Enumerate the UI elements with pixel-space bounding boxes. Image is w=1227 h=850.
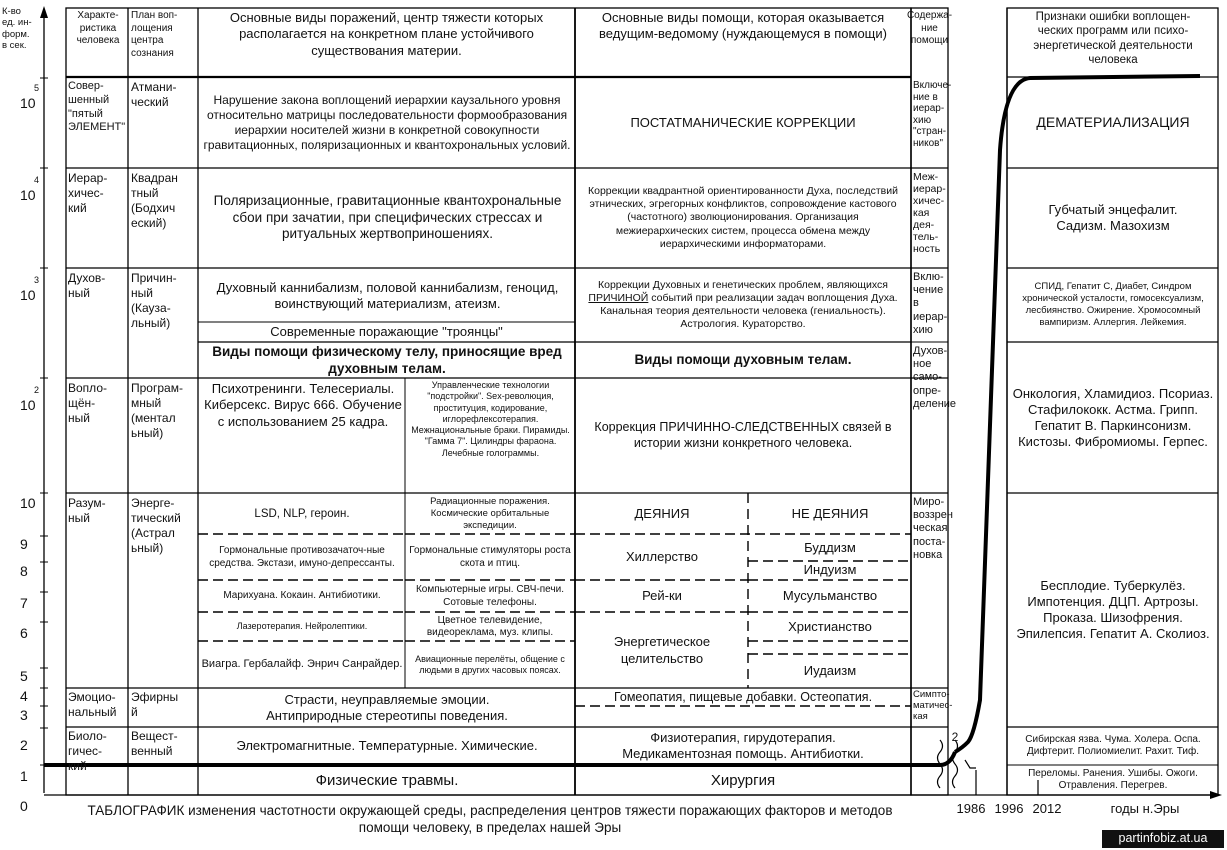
header-col4: Основные виды помощи, которая оказывается ведущим-ведомому (нуждающемуся в помощи) bbox=[599, 10, 887, 42]
header-col5: Содержа- ние помощи bbox=[906, 10, 953, 46]
r2-damage: Поляризационные, гравитационные квантохрональные сбои при зачатии, при специфических стрессах и ритуальных жертвоприношениях. bbox=[213, 192, 562, 242]
r5-b-item: Цветное телевидение, видеореклама, муз. клипы. bbox=[426, 614, 554, 638]
r7-signs-a: Сибирская язва. Чума. Холера. Оспа. Дифтерит. Полиомиелит. Рахит. Тиф. bbox=[1025, 733, 1201, 757]
r4-char: Вопло- щён- ный bbox=[68, 381, 107, 425]
r1-damage: Нарушение закона воплощений иерархии каузального уровня относительно матрицы последовательности формообразования иерархии носителей жизни в конкретной совокупности гравитационных, поляризационных и квантохрональных условий. bbox=[203, 93, 571, 152]
r5-a-item: Виагра. Гербалайф. Энрич Санрайдер. bbox=[201, 658, 403, 671]
r4-signs: Онкология, Хламидиоз. Псориаз. Стафилококк. Астма. Грипп. Гепатит В. Паркинсонизм. Кистозы. Фибромиомы. Герпес. bbox=[1012, 385, 1214, 450]
nodeeds-item: Мусульманство bbox=[782, 588, 878, 604]
r7-help-a: Физиотерапия, гирудотерапия. Медикаментозная помощь. Антибиотки. bbox=[622, 729, 864, 761]
y-tick-exponent: 5 bbox=[34, 83, 40, 93]
r1-char: Совер- шенный "пятый ЭЛЕМЕНТ" bbox=[68, 80, 126, 134]
r3-help: Коррекции Духовных и генетических проблем, являющихся ПРИЧИНОЙ событий при реализации задач воплощения Духа. Канальная теория деятельности человека (гениальность). Астрология. Кураторство. bbox=[588, 278, 898, 331]
y-tick-label: 1 bbox=[20, 768, 28, 784]
r3-content: Вклю- чение в иерар- хию bbox=[913, 271, 948, 336]
r6-plan: Эфирны й bbox=[131, 690, 179, 719]
deeds-label: ДЕЯНИЯ bbox=[634, 505, 690, 521]
r3-char: Духов- ный bbox=[68, 271, 106, 300]
r1-help: ПОСТАТМАНИЧЕСКИЕ КОРРЕКЦИИ bbox=[630, 114, 856, 130]
subhead-spiritual: Виды помощи духовным телам. bbox=[634, 352, 852, 368]
deeds-item: Хиллерство bbox=[625, 549, 698, 565]
r6-help: Гомеопатия, пищевые добавки. Остеопатия. bbox=[613, 689, 873, 704]
year-label: 1996 bbox=[994, 800, 1024, 816]
r1-plan: Атмани- ческий bbox=[131, 80, 177, 109]
r4-help: Коррекция ПРИЧИННО-СЛЕДСТВЕННЫХ связей в истории жизни конкретного человека. bbox=[594, 420, 892, 450]
header-col3: Основные виды поражений, центр тяжести которых располагается на конкретном плане устойчивого существования материи. bbox=[229, 10, 544, 58]
header-right: Признаки ошибки воплощен- ческих программ или психо- энергетической деятельности человека bbox=[1033, 11, 1193, 67]
r5-a-item: LSD, NLP, героин. bbox=[254, 507, 350, 520]
y-tick-label: 2 bbox=[20, 737, 28, 753]
y-tick-label: 3 bbox=[20, 707, 28, 723]
y-tick-label: 4 bbox=[20, 688, 28, 704]
years-unit: годы н.Эры bbox=[1110, 800, 1180, 816]
r2-char: Иерар- хичес- кий bbox=[68, 171, 108, 215]
r1-content: Включе- ние в иерар- хию "стран- ников" bbox=[913, 80, 952, 149]
r4-damage-b: Управленческие технологии "подстройки". Sex-революция, проституция, кодирование, иглорефлексотерапия. Межнациональные браки. Пирамиды. "Гамма 7". Цилиндры фараона. Лечебные голограммы. bbox=[411, 380, 570, 458]
r7-damage-b: Физические травмы. bbox=[315, 772, 459, 790]
y-tick-label: 8 bbox=[20, 563, 28, 579]
r5-b-item: Радиационные поражения. Космические орбитальные экспедиции. bbox=[430, 496, 550, 531]
nodeeds-item: Индуизм bbox=[803, 562, 857, 578]
year-label: 1986 bbox=[956, 800, 986, 816]
deeds-item: Рей-ки bbox=[642, 588, 682, 604]
y-tick-exponent: 2 bbox=[34, 385, 40, 395]
r5-plan: Энерге- тический (Астрал ьный) bbox=[131, 496, 181, 555]
r4-damage-a: Психотренинги. Телесериалы. Киберсекс. Вирус 666. Обучение с использованием 25 кадра. bbox=[204, 381, 402, 429]
y-tick-label: 10 bbox=[20, 287, 36, 303]
r6-content: Симпто- матичес- кая bbox=[913, 689, 953, 722]
r5-a-item: Марихуана. Кокаин. Антибиотики. bbox=[223, 590, 381, 602]
r1-signs: ДЕМАТЕРИАЛИЗАЦИЯ bbox=[1036, 114, 1190, 131]
r5-content: Миро- воззрен ческая поста- новка bbox=[913, 496, 953, 561]
y-tick-label: 6 bbox=[20, 625, 28, 641]
r2-help: Коррекции квадрантной ориентированности Духа, последствий этнических, эгрегорных конфликтов, сопровождение кастового (частотного) зволюционирования. Организация межиерархических систем, процесса обмена между иерархическими информаторами. bbox=[588, 185, 898, 250]
subhead-physical: Виды помощи физическому телу, приносящие вред духовным телам. bbox=[212, 343, 562, 376]
r3-trojans: Современные поражающие "троянцы" bbox=[270, 324, 503, 340]
y-tick-exponent: 4 bbox=[34, 175, 40, 185]
y-tick-label: 10 bbox=[20, 397, 36, 413]
r6-damage: Страсти, неуправляемые эмоции. Антиприродные стереотипы поведения. bbox=[266, 691, 508, 723]
r7-damage-a: Электромагнитные. Температурные. Химические. bbox=[236, 737, 538, 753]
year-label: 2012 bbox=[1032, 800, 1062, 816]
r2-plan: Квадран тный (Бодхич еский) bbox=[131, 171, 178, 230]
header-col2: План воп- лощения центра сознания bbox=[131, 10, 178, 59]
r2-signs: Губчатый энцефалит. Садизм. Мазохизм bbox=[1048, 201, 1178, 233]
nodeeds-item: Буддизм bbox=[804, 539, 856, 555]
r3-plan: Причин- ный (Кауза- льный) bbox=[131, 271, 177, 330]
y-axis-label: К-во ед. ин- форм. в сек. bbox=[2, 6, 32, 52]
y-tick-label: 10 bbox=[20, 495, 36, 511]
y-tick-label: 10 bbox=[20, 187, 36, 203]
y-tick-label: 7 bbox=[20, 595, 28, 611]
r5-b-item: Гормональные стимуляторы роста скота и птиц. bbox=[409, 545, 571, 569]
r5-signs: Бесплодие. Туберкулёз. Импотенция. ДЦП. Артрозы. Проказа. Шизофрения. Эпилепсия. Гепатит А. Сколиоз. bbox=[1016, 577, 1210, 642]
r7-char: Биоло- гичес- кий bbox=[68, 729, 107, 773]
nodeeds-item: Христианство bbox=[788, 618, 872, 634]
y-tick-label: 9 bbox=[20, 536, 28, 552]
y-tick-label: 0 bbox=[20, 798, 28, 814]
r7-signs-b: Переломы. Ранения. Ушибы. Ожоги. Отравления. Перегрев. bbox=[1028, 767, 1198, 791]
r4-plan: Програм- мный (ментал ьный) bbox=[131, 381, 183, 440]
nodeeds-item: Иудаизм bbox=[803, 662, 857, 678]
r5-b-item: Авиационные перелёты, общение с людьми в других часовых поясах. bbox=[415, 653, 565, 675]
curve-marker: 2 bbox=[951, 729, 959, 744]
r3-damage: Духовный каннибализм, половой каннибализм, геноцид, воинствующий материализм, атеизм. bbox=[216, 279, 559, 311]
r5-a-item: Лазеротерапия. Нейролептики. bbox=[236, 621, 368, 632]
deeds-item: Энергетическое целительство bbox=[613, 634, 711, 666]
r3-signs: СПИД, Гепатит С, Диабет, Синдром хронической усталости, гомосексуализм, лесбиянство. Ожирение. Хромосомный вампиризм. Аллергия. Лейкемия. bbox=[1022, 281, 1204, 328]
watermark: partinfobiz.at.ua bbox=[1102, 830, 1224, 848]
y-tick-label: 5 bbox=[20, 668, 28, 684]
header-col1: Характе- ристика человека bbox=[76, 10, 120, 46]
subhead-content: Духов- ное само- опре- деление bbox=[913, 345, 957, 410]
r5-char: Разум- ный bbox=[68, 496, 106, 525]
nodeeds-label: НЕ ДЕЯНИЯ bbox=[791, 505, 869, 521]
r5-b-item: Компьютерные игры. СВЧ-печи. Сотовые телефоны. bbox=[415, 584, 564, 608]
y-tick-label: 10 bbox=[20, 95, 36, 111]
caption: ТАБЛОГРАФИК изменения частотности окружающей среды, распределения центров тяжести поражающих факторов и методов помощи человеку, в пределах нашей Эры bbox=[87, 803, 893, 835]
r7-plan: Вещест- венный bbox=[131, 729, 178, 758]
y-tick-exponent: 3 bbox=[34, 275, 40, 285]
r7-help-b: Хирургия bbox=[710, 772, 776, 790]
r5-a-item: Гормональные противозачаточ-ные средства. Экстази, имуно-депрессанты. bbox=[209, 545, 395, 569]
r6-char: Эмоцио- нальный bbox=[68, 690, 117, 719]
r2-content: Меж- иерар- хичес- кая дея- тель- ность bbox=[913, 171, 946, 256]
